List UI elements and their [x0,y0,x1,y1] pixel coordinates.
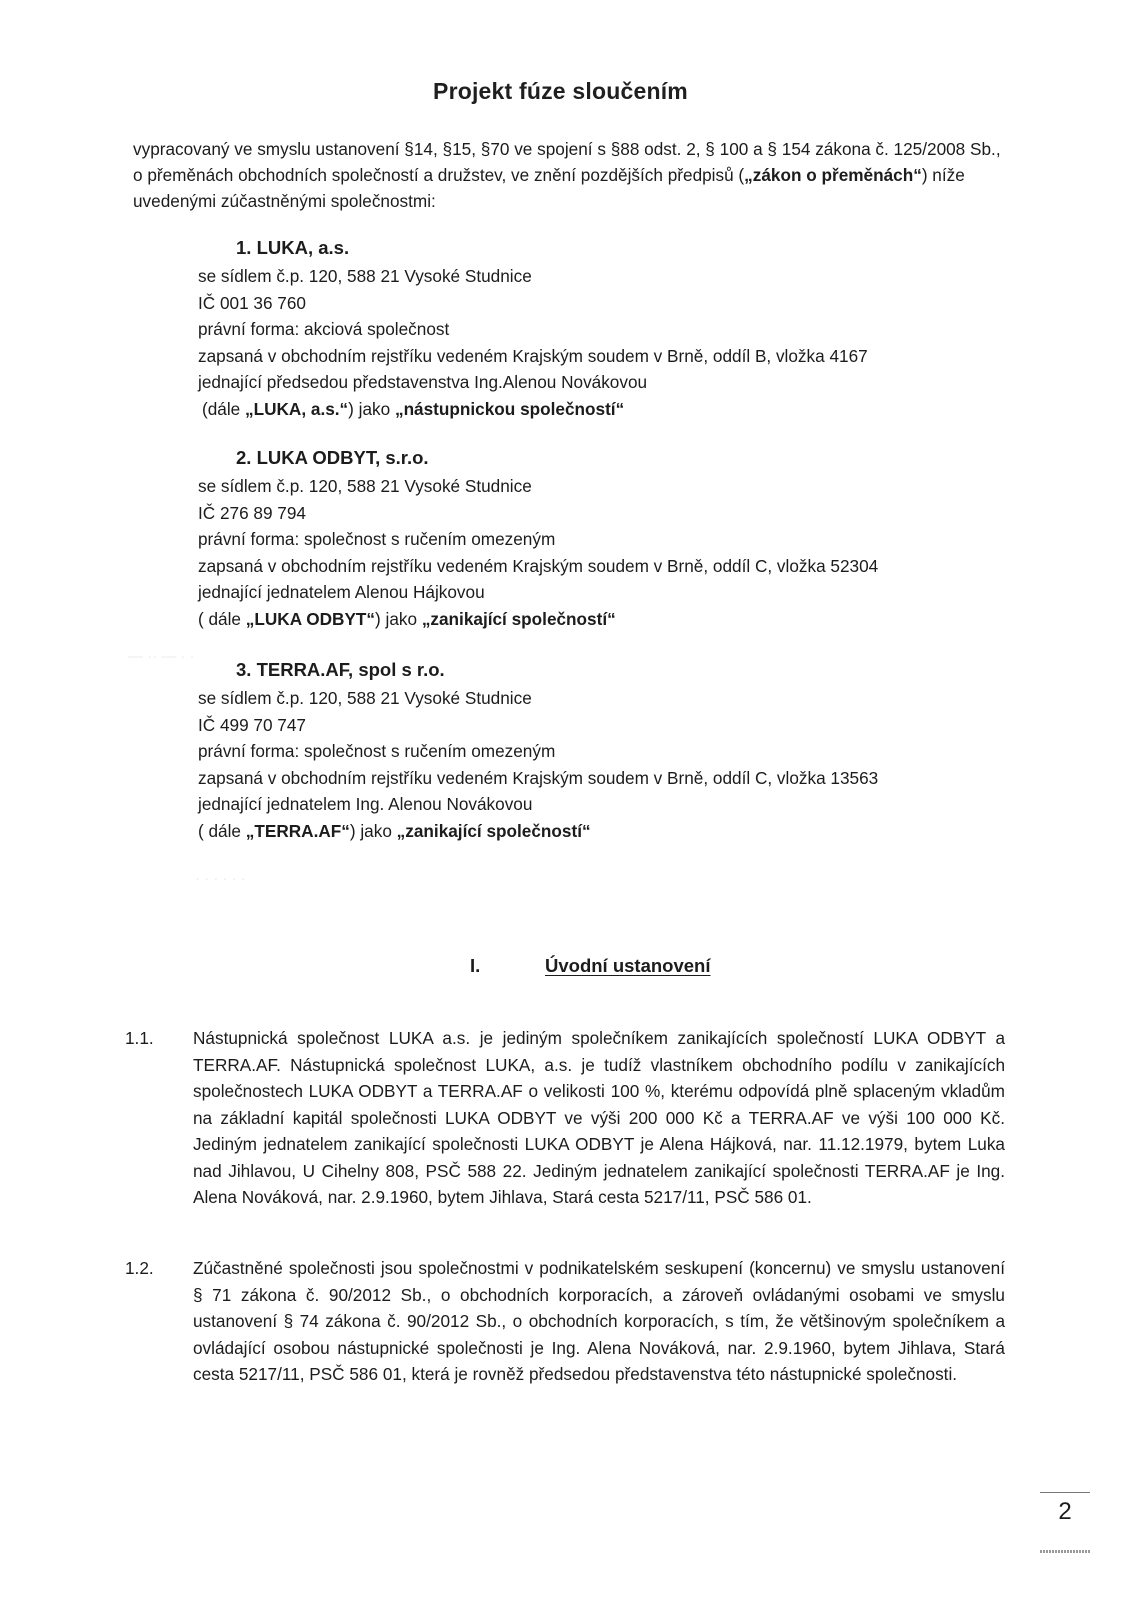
party-reference [198,818,978,845]
page-number-rule [1040,1492,1090,1493]
document-title: Projekt fúze sloučením [433,78,688,104]
party-acting: jednající jednatelem Alenou Hájkovou [198,582,485,602]
ref-middle: ) jako [349,820,397,841]
party-seat: se sídlem č.p. 120, 588 21 Vysoké Studnice [198,266,532,286]
party-2 [198,443,978,632]
ref-prefix: ( dále [198,608,246,629]
ref-prefix: ( dále [198,820,246,841]
party-registry: zapsaná v obchodním rejstříku vedeném Krajským soudem v Brně, oddíl C, vložka 52304 [198,555,879,576]
ref-prefix: (dále [202,398,245,419]
party-heading: 1. LUKA, a.s. [236,237,350,258]
party-ic: IČ 001 36 760 [198,292,306,313]
ref-middle: ) jako [348,398,395,419]
clause-1-2 [125,1255,1005,1388]
scan-show-through: · · · · · · [195,870,246,887]
clause-text: Zúčastněné společnosti jsou společnostmi v podnikatelském seskupení (koncernu) ve smyslu ustanovení § 71 zákona č. 90/2012 Sb., o obchodních korporacích, a zároveň ovládanými osobami ve smyslu ustanovení § 74 zákona č. 90/2012 Sb., o obchodních korporacích, s tím, že většinovým společníkem a ovládající osobou nástupnické společnosti je Ing. Alena Nováková, nar. 2.9.1960, bytem Jihlava, Stará cesta 5217/11, PSČ 586 01, která je rovněž předsedou představenstva této nástupnické společnosti. [193,1258,1005,1384]
party-seat: se sídlem č.p. 120, 588 21 Vysoké Studnice [198,476,532,496]
party-1 [198,233,978,422]
ref-name: „TERRA.AF“ [245,820,350,841]
party-ic: IČ 499 70 747 [198,714,306,735]
party-reference [198,396,978,423]
intro-text-part2: ) níže uvedenými zúčastněnými společnostmi: [133,165,965,211]
party-ic: IČ 276 89 794 [198,502,306,523]
intro-paragraph [133,136,1008,214]
party-heading: 2. LUKA ODBYT, s.r.o. [236,447,429,468]
section-number: I. [470,955,481,976]
ref-name: „LUKA ODBYT“ [245,608,375,629]
intro-defined-term: „zákon o přeměnách“ [744,165,922,185]
ref-role: „zanikající společností“ [421,608,616,629]
party-3 [198,655,978,844]
party-seat: se sídlem č.p. 120, 588 21 Vysoké Studnice [198,688,532,708]
page-number-underline [1040,1550,1090,1553]
party-registry: zapsaná v obchodním rejstříku vedeném Krajským soudem v Brně, oddíl C, vložka 13563 [198,767,879,788]
ref-role: „nástupnickou společností“ [394,398,625,419]
section-title: Úvodní ustanovení [545,955,711,976]
clause-number: 1.1. [125,1028,154,1048]
ref-name: „LUKA, a.s.“ [245,398,349,419]
clause-text: Nástupnická společnost LUKA a.s. je jediným společníkem zanikajících společností LUKA ODBYT a TERRA.AF. Nástupnická společnost LUKA, a.s. je tudíž vlastníkem obchodního podílu v zanikajících společnostech LUKA ODBYT a TERRA.AF o velikosti 100 %, kterému odpovídá plně splaceným vkladům na základní kapitál společnosti LUKA ODBYT ve výši 200 000 Kč a TERRA.AF ve výši 100 000 Kč. Jediným jednatelem zanikající společnosti LUKA ODBYT je Alena Hájková, nar. 11.12.1979, bytem Luka nad Jihlavou, U Cihelny 808, PSČ 588 22. Jediným jednatelem zanikající společnosti TERRA.AF je Ing. Alena Nováková, nar. 2.9.1960, bytem Jihlava, Stará cesta 5217/11, PSČ 586 01. [193,1028,1005,1207]
page-number: 2 [1058,1498,1072,1525]
party-legal-form: právní forma: společnost s ručením omezeným [198,529,556,549]
ref-role: „zanikající společností“ [396,820,591,841]
party-reference [198,606,978,633]
intro-text-part1: vypracovaný ve smyslu ustanovení §14, §15, §70 ve spojení s §88 odst. 2, § 100 a § 154 zákona č. 125/2008 Sb., o přeměnách obchodních společností a družstev, ve znění pozdějších předpisů ( [133,139,1001,185]
scan-show-through: — ·· — · · [128,648,195,665]
party-registry: zapsaná v obchodním rejstříku vedeném Krajským soudem v Brně, oddíl B, vložka 4167 [198,345,868,366]
ref-middle: ) jako [375,608,422,629]
clause-1-1 [125,1025,1005,1211]
party-legal-form: právní forma: akciová společnost [198,319,450,339]
clause-number: 1.2. [125,1258,154,1278]
party-legal-form: právní forma: společnost s ručením omezeným [198,741,556,761]
party-acting: jednající předsedou představenstva Ing.Alenou Novákovou [198,372,648,392]
party-heading: 3. TERRA.AF, spol s r.o. [236,659,445,680]
party-acting: jednající jednatelem Ing. Alenou Novákovou [198,794,533,814]
